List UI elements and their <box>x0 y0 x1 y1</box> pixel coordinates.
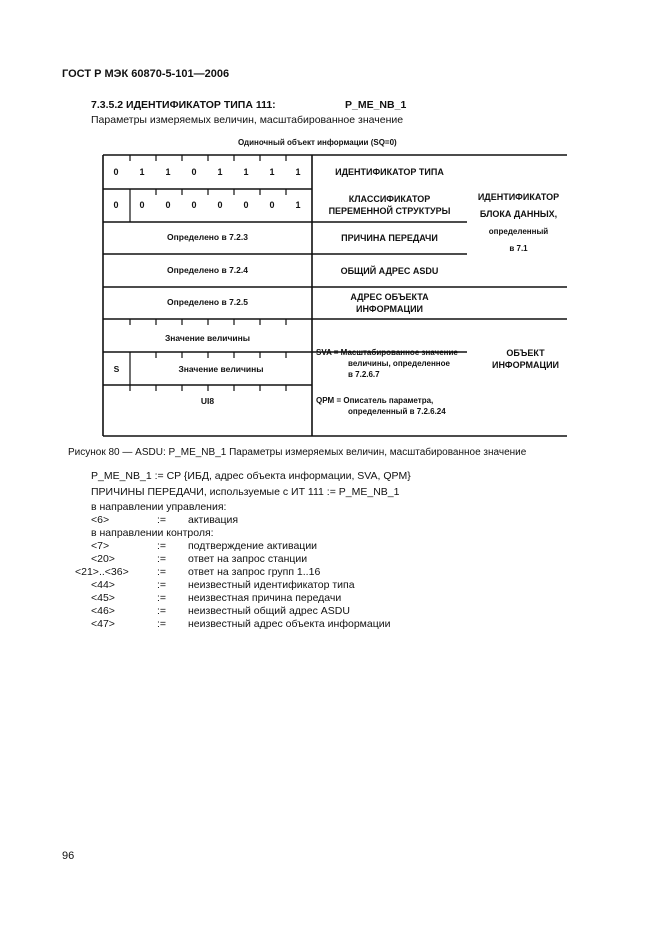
cot-text-45: неизвестная причина передачи <box>188 592 342 604</box>
label-asdu-addr: ОБЩИЙ АДРЕС ASDU <box>340 266 439 276</box>
cot-text-44: неизвестный идентификатор типа <box>188 579 355 591</box>
assign-21-36: := <box>157 566 167 578</box>
label-type-id: ИДЕНТИФИКАТОР ТИПА <box>335 167 444 177</box>
label-qpm-line1: QPM = Описатель параметра, <box>316 396 434 405</box>
bit-r1-2: 1 <box>269 167 275 177</box>
bit-r2-6: 0 <box>165 200 171 210</box>
cot-text-7: подтверждение активации <box>188 540 318 552</box>
cot-code-20: <20> <box>91 553 115 565</box>
cot-text-6: активация <box>188 514 239 526</box>
cell-value-2: Значение величины <box>178 364 264 374</box>
cell-defined-725: Определено в 7.2.5 <box>167 297 248 307</box>
label-vsq <box>312 193 467 217</box>
label-ioa-line1: АДРЕС ОБЪЕКТА <box>350 292 429 302</box>
label-duid-line2: БЛОКА ДАННЫХ, <box>479 209 558 219</box>
assign-46: := <box>157 605 167 617</box>
bit-r2-7: 0 <box>139 200 145 210</box>
label-cot: ПРИЧИНА ПЕРЕДАЧИ <box>341 233 438 243</box>
bit-r2-1: 1 <box>295 200 301 210</box>
section-subtitle: Параметры измеряемых величин, масштабированное значение <box>91 114 404 126</box>
cell-ui8: UI8 <box>200 396 215 406</box>
cell-sign: S <box>113 364 120 374</box>
bit-r2-8: 0 <box>113 200 119 210</box>
cot-code-46: <46> <box>91 605 115 617</box>
cot-text-46: неизвестный общий адрес ASDU <box>188 605 350 617</box>
cell-value: Значение величины <box>164 333 251 343</box>
cell-defined-724: Определено в 7.2.4 <box>167 265 248 275</box>
bit-r2-2: 0 <box>269 200 275 210</box>
label-info-object <box>484 347 567 371</box>
assign-44: := <box>157 579 167 591</box>
label-qpm-line2: определенный в 7.2.6.24 <box>348 407 446 416</box>
label-vsq-line1: КЛАССИФИКАТОР <box>348 194 431 204</box>
cot-text-20: ответ на запрос станции <box>188 553 308 565</box>
label-sva-line2: величины, определенное <box>348 359 450 368</box>
assign-45: := <box>157 592 167 604</box>
cot-text-21-36: ответ на запрос групп 1..16 <box>188 566 321 578</box>
bit-r1-5: 0 <box>191 167 197 177</box>
cot-line: ПРИЧИНЫ ПЕРЕДАЧИ, используемые с ИТ 111 := P_ME_NB_1 <box>91 486 400 498</box>
bit-r1-6: 1 <box>165 167 171 177</box>
label-sva-line1: SVA = Масштабированное значение <box>316 348 458 357</box>
label-sva <box>316 347 458 380</box>
bit-r2-3: 0 <box>243 200 249 210</box>
label-qpm <box>316 395 446 417</box>
cot-code-6: <6> <box>91 514 110 526</box>
assign-7: := <box>157 540 167 552</box>
cot-code-7: <7> <box>91 540 110 552</box>
document-header: ГОСТ Р МЭК 60870-5-101—2006 <box>62 68 230 80</box>
assign-20: := <box>157 553 167 565</box>
cot-text-47: неизвестный адрес объекта информации <box>188 618 391 630</box>
control-direction: в направлении управления: <box>91 501 227 513</box>
cot-code-44: <44> <box>91 579 115 591</box>
definition-line: P_ME_NB_1 := CP {ИБД, адрес объекта информации, SVA, QPM} <box>91 470 411 482</box>
bit-r1-7: 1 <box>139 167 145 177</box>
bit-r1-8: 0 <box>113 167 119 177</box>
section-title: 7.3.5.2 ИДЕНТИФИКАТОР ТИПА 111: <box>91 99 276 111</box>
bit-r1-4: 1 <box>217 167 223 177</box>
label-duid-line3: определенный <box>488 227 549 236</box>
label-io-line1: ОБЪЕКТ <box>506 348 545 358</box>
label-io-line2: ИНФОРМАЦИИ <box>491 360 560 370</box>
label-ioa <box>312 291 467 315</box>
figure-caption: Рисунок 80 — ASDU: P_ME_NB_1 Параметры измеряемых величин, масштабированное значение <box>68 447 527 458</box>
cot-code-47: <47> <box>91 618 115 630</box>
cell-defined-723: Определено в 7.2.3 <box>167 232 248 242</box>
assign-47: := <box>157 618 167 630</box>
bit-r2-5: 0 <box>191 200 197 210</box>
bit-r2-4: 0 <box>217 200 223 210</box>
diagram-caption: Одиночный объект информации (SQ=0) <box>238 138 397 147</box>
bit-r1-3: 1 <box>243 167 249 177</box>
page-number: 96 <box>62 850 75 862</box>
cot-code-45: <45> <box>91 592 115 604</box>
monitor-direction: в направлении контроля: <box>91 527 214 539</box>
label-sva-line3: в 7.2.6.7 <box>348 370 380 379</box>
label-duid-line4: в 7.1 <box>509 244 528 253</box>
label-ioa-line2: ИНФОРМАЦИИ <box>355 304 424 314</box>
label-duid-line1: ИДЕНТИФИКАТОР <box>477 192 560 202</box>
label-duid <box>470 189 567 257</box>
bit-r1-1: 1 <box>295 167 301 177</box>
cot-code-21-36: <21>..<36> <box>75 566 129 578</box>
section-code: P_ME_NB_1 <box>345 99 407 111</box>
assign-6: := <box>157 514 167 526</box>
label-vsq-line2: ПЕРЕМЕННОЙ СТРУКТУРЫ <box>328 206 451 216</box>
